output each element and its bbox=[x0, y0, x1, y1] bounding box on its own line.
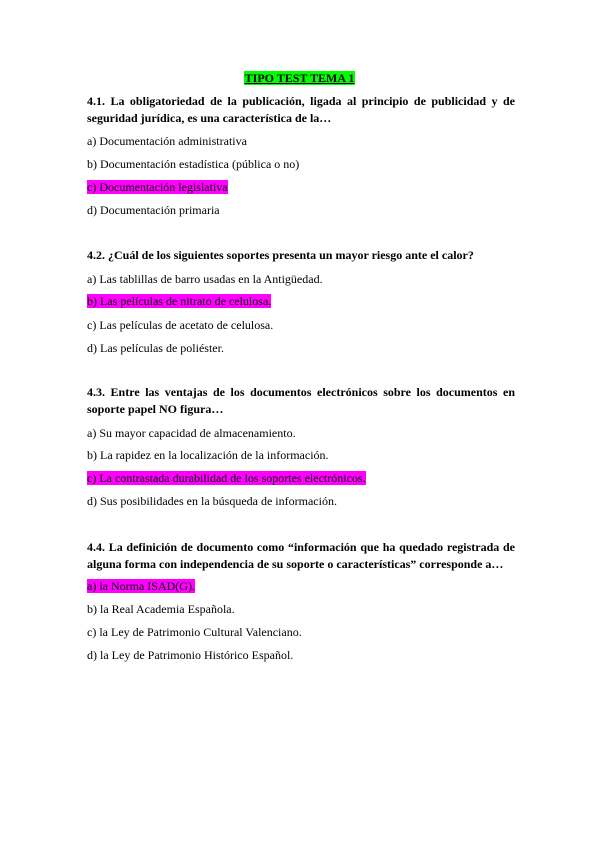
option-text: a) Documentación administrativa bbox=[87, 134, 247, 148]
option-text: d) la Ley de Patrimonio Histórico Español. bbox=[87, 648, 294, 662]
question-4-2-option-b bbox=[87, 294, 271, 308]
highlighted-answer: c) La contrastada durabilidad de los soportes electrónicos. bbox=[87, 471, 366, 485]
question-4-3-option-d bbox=[87, 494, 337, 508]
question-4-3-option-a bbox=[87, 426, 296, 440]
question-4-2: 4.2. ¿Cuál de los siguientes soportes presenta un mayor riesgo ante el calor? bbox=[87, 248, 474, 262]
highlighted-answer: b) Las películas de nitrato de celulosa. bbox=[87, 294, 272, 308]
option-text: b) la Real Academia Española. bbox=[87, 602, 235, 616]
question-4-2-option-d bbox=[87, 341, 224, 355]
option-text: d) Sus posibilidades en la búsqueda de información. bbox=[87, 494, 337, 508]
question-4-4-option-d bbox=[87, 648, 293, 662]
option-text: b) Documentación estadística (pública o no) bbox=[87, 157, 300, 171]
question-4-3-option-c bbox=[87, 471, 366, 485]
question-4-2-option-a bbox=[87, 272, 323, 286]
option-text: d) Documentación primaria bbox=[87, 203, 220, 217]
question-4-1-option-c bbox=[87, 180, 228, 194]
question-4-1-option-d bbox=[87, 203, 220, 217]
title-text: TIPO TEST TEMA 1 bbox=[244, 71, 355, 85]
option-text: a) Su mayor capacidad de almacenamiento. bbox=[87, 426, 296, 440]
question-4-3: 4.3. Entre las ventajas de los documentos electrónicos sobre los documentos en soporte papel NO figura… bbox=[87, 385, 515, 416]
question-4-1: 4.1. La obligatoriedad de la publicación, ligada al principio de publicidad y de seguridad jurídica, es una característica de la… bbox=[87, 94, 515, 125]
highlighted-answer: c) Documentación legislativa bbox=[87, 180, 228, 194]
question-4-4: 4.4. La definición de documento como “información que ha quedado registrada de alguna forma con independencia de su soporte o características” corresponde a… bbox=[87, 540, 515, 571]
option-text: d) Las películas de poliéster. bbox=[87, 341, 224, 355]
question-4-3-option-b bbox=[87, 448, 329, 462]
option-text: c) la Ley de Patrimonio Cultural Valenciano. bbox=[87, 625, 302, 639]
question-4-4-option-b bbox=[87, 602, 235, 616]
option-text: c) Las películas de acetato de celulosa. bbox=[87, 318, 274, 332]
document-title bbox=[0, 71, 599, 85]
highlighted-answer: a) la Norma ISAD(G). bbox=[87, 579, 195, 593]
question-4-1-option-b bbox=[87, 157, 299, 171]
question-4-1-option-a bbox=[87, 134, 247, 148]
question-4-4-option-c bbox=[87, 625, 302, 639]
question-4-2-option-c bbox=[87, 318, 273, 332]
option-text: b) La rapidez en la localización de la información. bbox=[87, 448, 329, 462]
question-4-4-option-a bbox=[87, 579, 195, 593]
option-text: a) Las tablillas de barro usadas en la Antigüedad. bbox=[87, 272, 323, 286]
